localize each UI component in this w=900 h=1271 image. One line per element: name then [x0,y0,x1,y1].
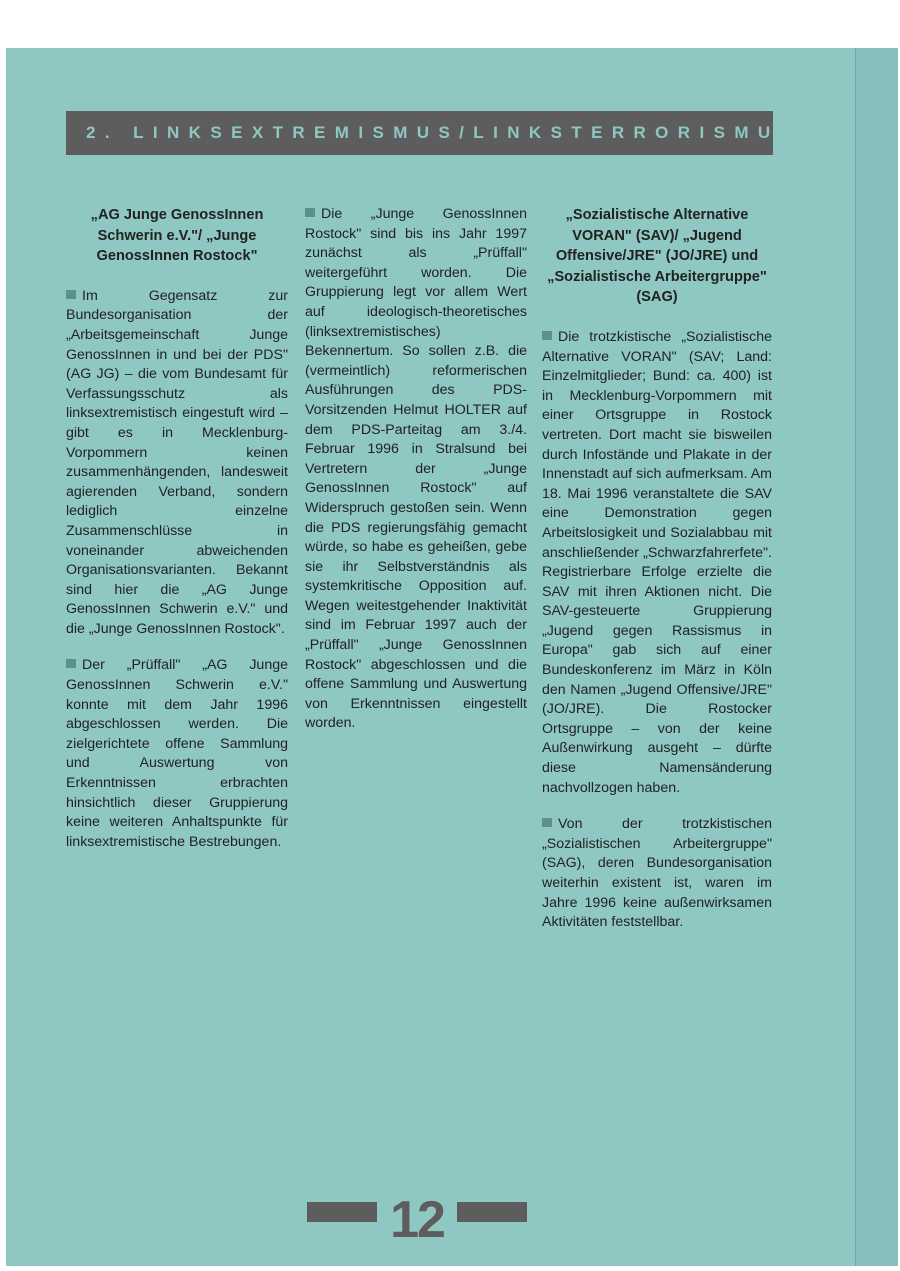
bullet-icon [542,818,552,827]
bullet-icon [305,208,315,217]
column-3 [542,205,772,950]
paragraph-text: Der „Prüffall" „AG Junge GenossInnen Schwerin e.V." konnte mit dem Jahr 1996 abgeschlossen werden. Die zielgerichtete offene Sammlung und Auswertung von Erkenntnissen erbrachten hinsichtlich dieser Gruppierung keine weiteren Anhaltspunkte für linksextremistische Bestrebungen. [66,657,288,850]
paragraph [66,287,288,640]
paragraph-text: Von der trotzkistischen „Sozialistischen Arbeitergruppe" (SAG), deren Bundesorganisation weiterhin existent ist, waren im Jahre 1996 keine außenwirksamen Aktivitäten feststellbar. [542,816,772,931]
bullet-icon [542,331,552,340]
column-1 [66,205,288,869]
column-3-heading: „Sozialistische Alternative VORAN" (SAV)/ „Jugend Offensive/JRE" (JO/JRE) und „Sozialistische Arbeitergruppe" (SAG) [547,207,767,306]
paragraph [305,205,527,734]
paragraph-text: Die trotzkistische „Sozialistische Alternative VORAN" (SAV; Land: Einzelmitglieder; Bund: ca. 400) ist in Mecklenburg-Vorpommern mit einer Ortsgruppe in Rostock vertreten. Dort macht sie bisweilen durch Infostände und Plakate in der Innenstadt auf sich aufmerksam. Am 18. Mai 1996 veranstaltete die SAV eine Demonstration gegen Arbeitslosigkeit und Sozialabbau mit anschließender „Schwarzfahrerfete". Registrierbare Erfolge erzielte die SAV mit ihren Aktionen nicht. Die SAV-gesteuerte Gruppierung „Jugend gegen Rassismus in Europa" gab sich auf einer Bundeskonferenz im März in Köln den Namen „Jugend Offensive/JRE" (JO/JRE). Die Rostocker Ortsgruppe – von der keine Außenwirkung ausgeht – dürfte diese Namensänderung nachvollzogen haben. [542,328,772,796]
section-header-bar [66,111,801,155]
paragraph-text: Die „Junge GenossInnen Rostock" sind bis ins Jahr 1997 zunächst als „Prüffall" weitergeführt worden. Die Gruppierung legt vor allem Wert auf ideologisch-theoretisches (linksextremistisches) Bekennertum. So sollen z.B. die (vermeintlich) reformerischen Ausführungen des PDS-Vorsitzenden Helmut HOLTER auf dem PDS-Parteitag am 3./4. Februar 1996 in Stralsund bei Vertretern der „Junge GenossInnen Rostock" auf Widerspruch gestoßen sein. Wenn die PDS regierungsfähig gemacht würde, so habe es geheißen, gebe sie ihr Selbstverständnis als systemkritische Opposition auf. Wegen weitestgehender Inaktivität sind im Februar 1997 auch der „Prüffall" „Junge GenossInnen Rostock" abgeschlossen und die offene Sammlung und Auswertung von Erkenntnissen eingestellt worden. [305,206,527,732]
paragraph-text: Im Gegensatz zur Bundesorganisation der „Arbeitsgemeinschaft Junge GenossInnen in und bei der PDS" (AG JG) – die vom Bundesamt für Verfassungsschutz als linksextremistisch eingestuft wird – gibt es in Mecklenburg-Vorpommern keinen zusammenhängenden, landesweit agierenden Verband, sondern lediglich einzelne Zusammenschlüsse in voneinander abweichenden Organisationsvarianten. Bekannt sind hier die „AG Junge GenossInnen Schwerin e.V." und die „Junge GenossInnen Rostock". [66,287,288,637]
column-1-heading: „AG Junge GenossInnen Schwerin e.V."/ „Junge GenossInnen Rostock" [90,207,264,265]
section-title: 2. LINKSEXTREMISMUS/LINKSTERRORISMUS [86,123,801,142]
page-number: 12 [390,1191,444,1249]
paragraph [542,815,772,933]
page-edge [855,48,898,1266]
bullet-icon [66,290,76,299]
paragraph [66,656,288,852]
column-2 [305,205,527,751]
bullet-icon [66,659,76,668]
paragraph [542,328,772,798]
